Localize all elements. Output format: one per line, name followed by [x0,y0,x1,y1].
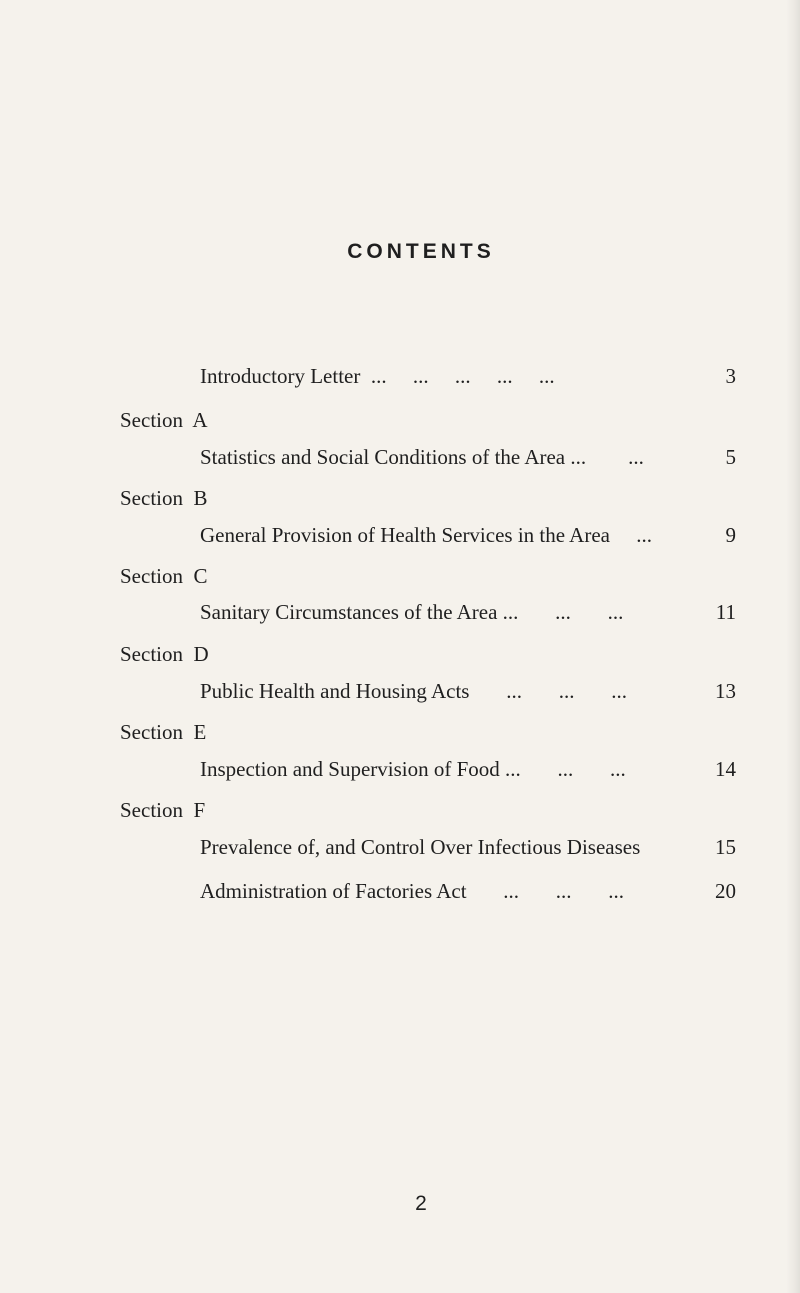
section-label-f: Section F [120,798,206,822]
page-edge-shadow [786,0,800,1293]
toc-entry-section-f: Prevalence of, and Control Over Infectious Diseases [200,835,641,859]
toc-page-factories-act: 20 [715,879,736,903]
page-number-folio: 2 [415,1192,427,1215]
section-label-d: Section D [120,642,209,666]
toc-entry-section-a: Statistics and Social Conditions of the Area ... ... [200,445,644,469]
toc-page-section-b: 9 [725,523,736,547]
toc-entry-introductory-letter: Introductory Letter ... ... ... ... ... [200,364,555,388]
section-label-a: Section A [120,408,208,432]
contents-heading: CONTENTS [347,240,495,263]
toc-entry-section-d: Public Health and Housing Acts ... ... ... [200,679,627,703]
section-label-c: Section C [120,564,208,588]
toc-page-section-f: 15 [715,835,736,859]
toc-page-section-d: 13 [715,679,736,703]
toc-page-section-c: 11 [715,600,736,624]
section-label-e: Section E [120,720,207,744]
toc-entry-section-e: Inspection and Supervision of Food ... ... ... [200,757,626,781]
toc-page-section-a: 5 [725,445,736,469]
toc-entry-section-b: General Provision of Health Services in the Area ... [200,523,652,547]
section-label-b: Section B [120,486,208,510]
toc-page-section-e: 14 [715,757,736,781]
toc-entry-factories-act: Administration of Factories Act ... ... ... [200,879,625,903]
toc-page-introductory-letter: 3 [725,364,736,388]
toc-entry-section-c: Sanitary Circumstances of the Area ... ... ... [200,600,624,624]
